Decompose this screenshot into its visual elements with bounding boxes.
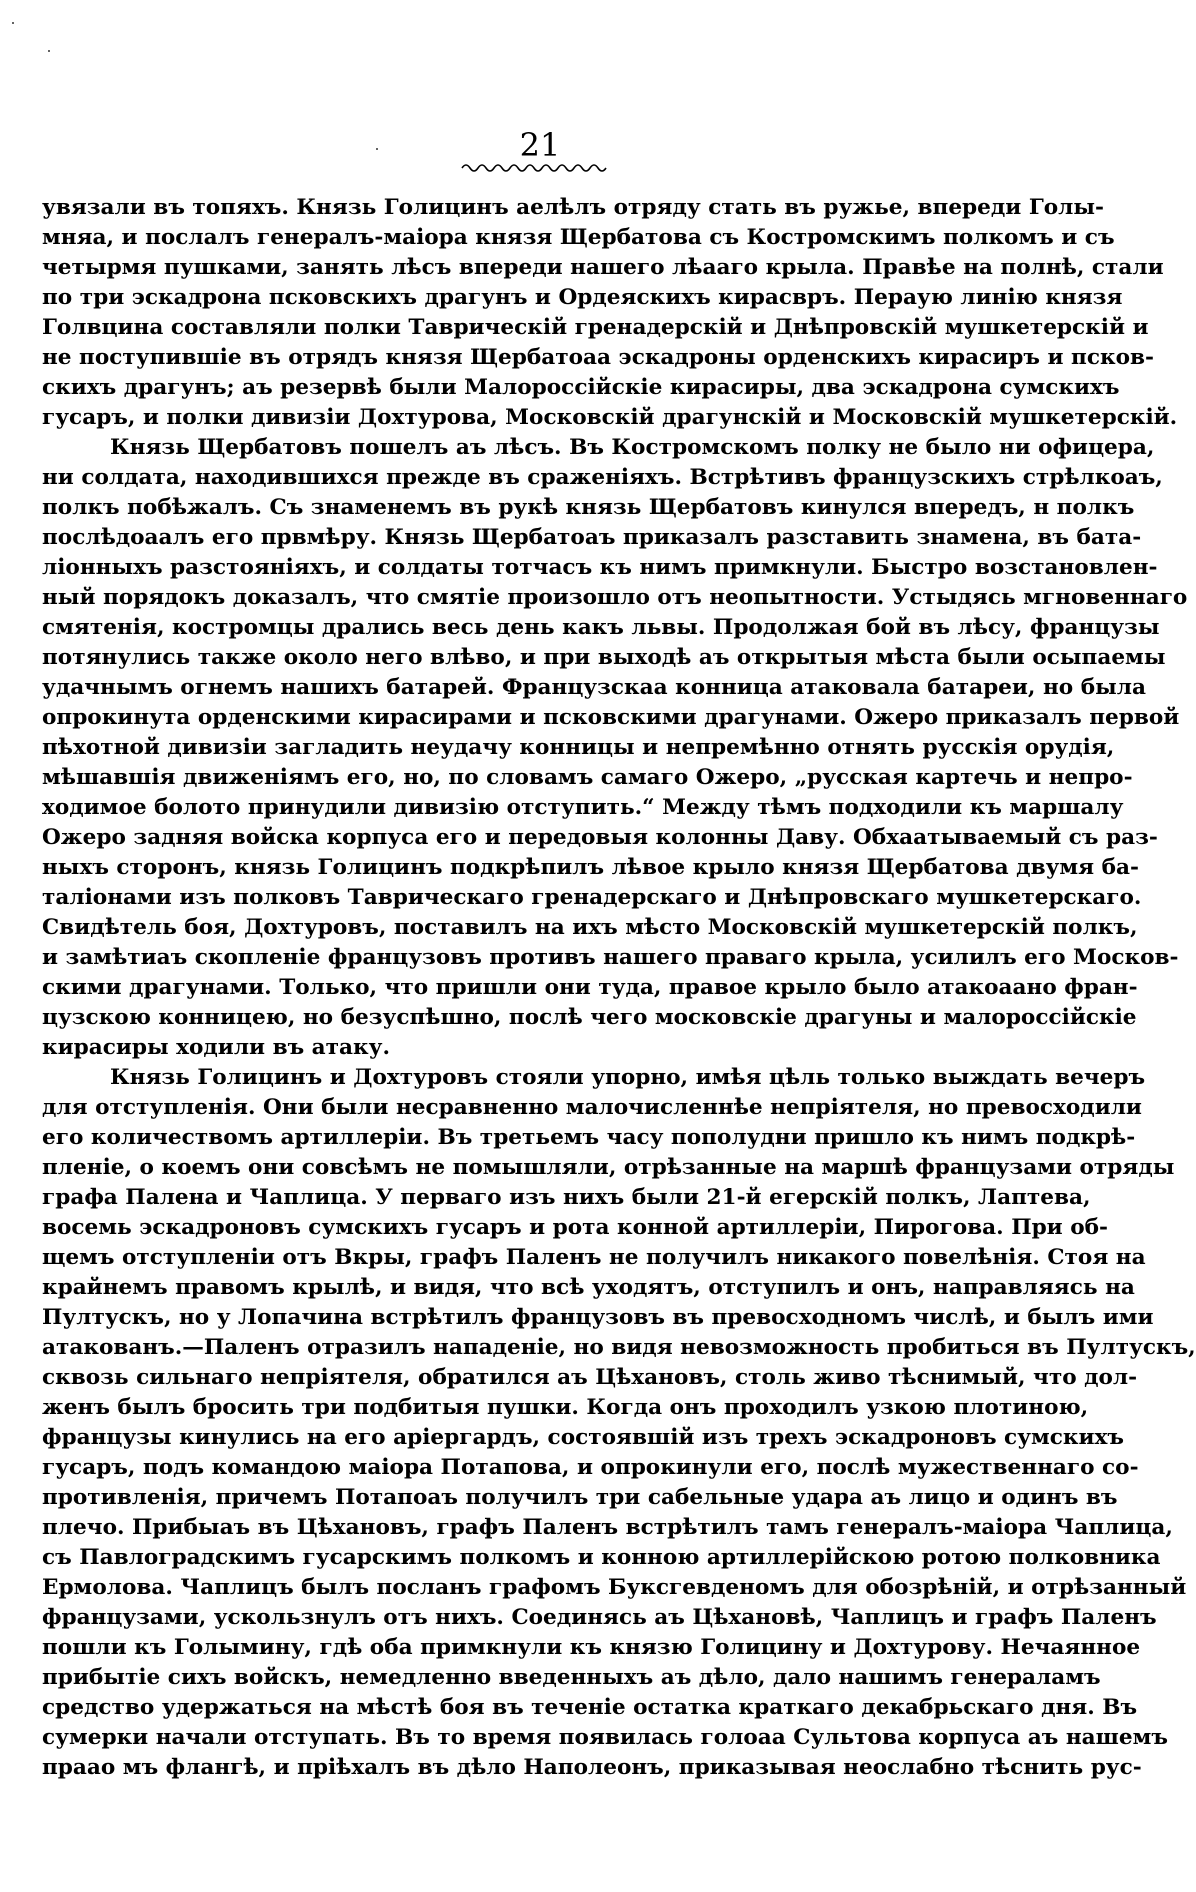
text-line: кирасиры ходили въ атаку. [42, 1035, 390, 1060]
text-line: атакованъ.—Паленъ отразилъ нападеніе, но видя невозможность пробиться въ Пултускъ, [42, 1335, 1196, 1360]
text-line: восемь эскадроновъ сумскихъ гусаръ и рота конной артиллеріи, Пирогова. При об- [42, 1215, 1108, 1240]
text-line: и замѣтиаъ скопленіе французовъ противъ нашего праваго крыла, усилилъ его Москов- [42, 945, 1179, 970]
text-line: противленія, причемъ Потапоаъ получилъ три сабельные удара аъ лицо и одинъ въ [42, 1485, 1118, 1510]
text-line: крайнемъ правомъ крылѣ, и видя, что всѣ уходятъ, отступилъ и онъ, направляясь на [42, 1275, 1135, 1300]
text-line: французами, ускользнулъ отъ нихъ. Соединясь аъ Цѣхановѣ, Чаплицъ и графъ Паленъ [42, 1605, 1157, 1630]
text-line: плечо. Прибыаъ въ Цѣхановъ, графъ Паленъ встрѣтилъ тамъ генералъ-маіора Чаплица, [42, 1515, 1173, 1540]
text-line: по три эскадрона псковскихъ драгунъ и Ордеяскихъ кирасвръ. Пераую линію князя [42, 285, 1123, 310]
page-number: 21 [519, 126, 561, 164]
text-line: щемъ отступленіи отъ Вкры, графъ Паленъ не получилъ никакого повелѣнія. Стоя на [42, 1245, 1146, 1270]
text-line: пѣхотной дивизіи загладить неудачу конницы и непремѣнно отнять русскія орудія, [42, 735, 1115, 760]
scan-speck [48, 50, 50, 52]
body-text [42, 193, 1196, 1783]
text-line: пленіе, о коемъ они совсѣмъ не помышляли, отрѣзанные на маршѣ французами отряды [42, 1155, 1175, 1180]
text-line: праао мъ флангѣ, и пріѣхалъ въ дѣло Наполеонъ, приказывая неослабно тѣснить рус- [42, 1755, 1142, 1780]
text-line: Пултускъ, но у Лопачина встрѣтилъ французовъ въ превосходномъ числѣ, и былъ ими [42, 1305, 1154, 1330]
text-line: съ Павлоградскимъ гусарскимъ полкомъ и конною артиллерійскою ротою полковника [42, 1545, 1161, 1570]
text-line: Ожеро задняя войска корпуса его и передовыя колонны Даву. Обхаатываемый съ раз- [42, 825, 1158, 850]
text-line: мѣшавшія движеніямъ его, но, по словамъ самаго Ожеро, „русская картечь и непро- [42, 765, 1133, 790]
text-line: Князь Щербатовъ пошелъ аъ лѣсъ. Въ Костромскомъ полку не было ни офицера, [110, 435, 1155, 460]
text-line: Ермолова. Чаплицъ былъ посланъ графомъ Буксгевденомъ для обозрѣній, и отрѣзанный [42, 1575, 1187, 1600]
text-line: пошли къ Голымину, гдѣ оба примкнули къ князю Голицину и Дохтурову. Нечаянное [42, 1635, 1141, 1660]
text-line: его количествомъ артиллеріи. Въ третьемъ часу пополудни пришло къ нимъ подкрѣ- [42, 1125, 1136, 1150]
text-line: потянулись также около него влѣво, и при выходѣ аъ открытыя мѣста были осыпаемы [42, 645, 1166, 670]
text-line: графа Палена и Чаплица. У перваго изъ нихъ были 21-й егерскій полкъ, Лаптева, [42, 1185, 1091, 1210]
text-line: не поступившіе въ отрядъ князя Щербатоаа эскадроны орденскихъ кирасиръ и псков- [42, 345, 1154, 370]
text-line: таліонами изъ полковъ Таврическаго гренадерскаго и Днѣпровскаго мушкетерскаго. [42, 885, 1142, 910]
text-line: четырмя пушками, занять лѣсъ впереди нашего лѣааго крыла. Правѣе на полнѣ, стали [42, 255, 1164, 280]
text-line: опрокинута орденскими кирасирами и псковскими драгунами. Ожеро приказалъ первой [42, 705, 1180, 730]
text-line: смятенія, костромцы дрались весь день какъ львы. Продолжая бой въ лѣсу, французы [42, 615, 1160, 640]
text-line: Свидѣтель боя, Дохтуровъ, поставилъ на ихъ мѣсто Московскій мушкетерскій полкъ, [42, 915, 1138, 940]
text-line: увязали въ топяхъ. Князь Голицинъ аелѣлъ отряду стать въ ружье, впереди Голы- [42, 195, 1104, 220]
paragraph [42, 1063, 1196, 1783]
paragraph [42, 193, 1178, 433]
text-line: французы кинулись на его аріергардъ, состоявшій изъ трехъ эскадроновъ сумскихъ [42, 1425, 1124, 1450]
text-line: гусаръ, и полки дивизіи Дохтурова, Московскій драгунскій и Московскій мушкетерскій. [42, 405, 1178, 430]
text-line: гусаръ, подъ командою маіора Потапова, и опрокинули его, послѣ мужественнаго со- [42, 1455, 1139, 1480]
text-line: удачнымъ огнемъ нашихъ батарей. Французскаа конница атаковала батареи, но была [42, 675, 1146, 700]
text-line: сквозь сильнаго непріятеля, обратился аъ Цѣхановъ, столь живо тѣснимый, что дол- [42, 1365, 1138, 1390]
text-line: ліонныхъ разстояніяхъ, и солдаты тотчасъ къ нимъ примкнули. Быстро возстановлен- [42, 555, 1158, 580]
text-line: скихъ драгунъ; аъ резервѣ были Малороссійскіе кирасиры, два эскадрона сумскихъ [42, 375, 1120, 400]
text-line: средство удержаться на мѣстѣ боя въ теченіе остатка краткаго декабрьскаго дня. Въ [42, 1695, 1138, 1720]
text-line: ни солдата, находившихся прежде въ сраженіяхъ. Встрѣтивъ французскихъ стрѣлкоаъ, [42, 465, 1163, 490]
ornamental-divider [460, 160, 610, 174]
text-line: ный порядокъ доказалъ, что смятіе произошло отъ неопытности. Устыдясь мгновеннаго [42, 585, 1188, 610]
text-line: Голвцина составляли полки Таврическій гренадерскій и Днѣпровскій мушкетерскій и [42, 315, 1149, 340]
text-line: женъ былъ бросить три подбитыя пушки. Когда онъ проходилъ узкою плотиною, [42, 1395, 1089, 1420]
text-line: сумерки начали отступать. Въ то время появилась голоаа Сультова корпуса аъ нашемъ [42, 1725, 1168, 1750]
text-line: ходимое болото принудили дивизію отступить.“ Между тѣмъ подходили къ маршалу [42, 795, 1124, 820]
text-line: ныхъ сторонъ, князь Голицинъ подкрѣпилъ лѣвое крыло князя Щербатова двумя ба- [42, 855, 1139, 880]
text-line: послѣдоаалъ его првмѣру. Князь Щербатоаъ приказалъ разставить знамена, въ бата- [42, 525, 1142, 550]
text-line: Князь Голицинъ и Дохтуровъ стояли упорно, имѣя цѣль только выждать вечеръ [110, 1065, 1146, 1090]
text-line: полкъ побѣжалъ. Съ знаменемъ въ рукѣ князь Щербатовъ кинулся впередъ, н полкъ [42, 495, 1135, 520]
text-line: прибытіе сихъ войскъ, немедленно введенныхъ аъ дѣло, дало нашимъ генераламъ [42, 1665, 1101, 1690]
text-line: мняа, и послалъ генералъ-маіора князя Щербатова съ Костромскимъ полкомъ и съ [42, 225, 1115, 250]
paragraph [42, 433, 1188, 1063]
text-line: для отступленія. Они были несравненно малочисленнѣе непріятеля, но превосходили [42, 1095, 1142, 1120]
text-line: цузскою конницею, но безуспѣшно, послѣ чего московскіе драгуны и малороссійскіе [42, 1005, 1137, 1030]
scan-speck [12, 22, 14, 24]
text-line: скими драгунами. Только, что пришли они туда, правое крыло было атакоаано фран- [42, 975, 1138, 1000]
